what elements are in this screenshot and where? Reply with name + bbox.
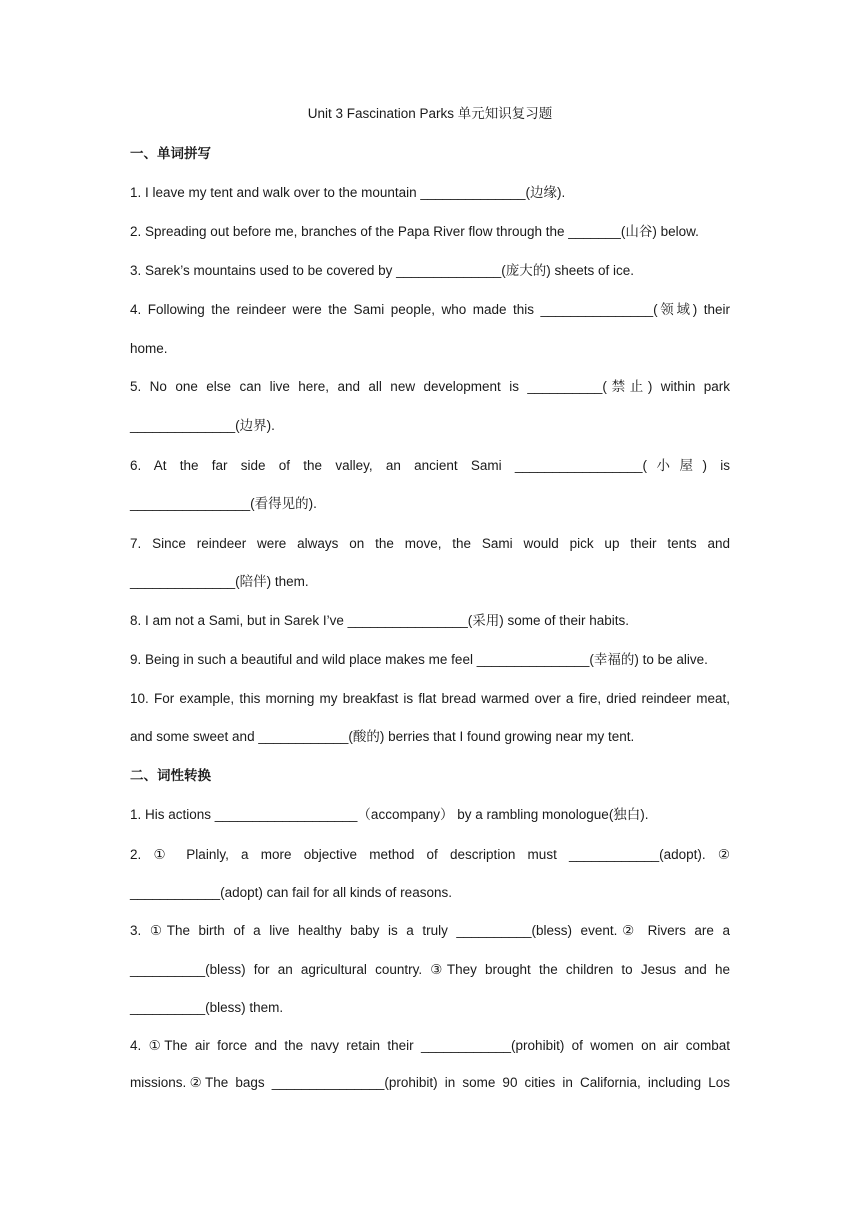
question-line: 6. At the far side of the valley, an ancient Sami _________________(小屋) is xyxy=(130,458,730,473)
question-line: 1. I leave my tent and walk over to the mountain ______________(边缘). xyxy=(130,185,566,200)
question-line: 2. ① Plainly, a more objective method of description must ____________(adopt). ② xyxy=(130,847,730,862)
question-line: ________________(看得见的). xyxy=(130,496,317,511)
question-line: 7. Since reindeer were always on the move, the Sami would pick up their tents and xyxy=(130,536,730,551)
page-title: Unit 3 Fascination Parks 单元知识复习题 xyxy=(307,106,553,121)
question-line: 5. No one else can live here, and all new development is __________(禁止) within park xyxy=(130,379,730,394)
question-line: 9. Being in such a beautiful and wild place makes me feel _______________(幸福的) to be alive. xyxy=(130,652,708,667)
question-line: 1. His actions ___________________（accompany） by a rambling monologue(独白). xyxy=(130,807,649,822)
question-line: 2. Spreading out before me, branches of the Papa River flow through the _______(山谷) below. xyxy=(130,224,699,239)
question-line: __________(bless) them. xyxy=(130,1000,284,1015)
question-line: and some sweet and ____________(酸的) berries that I found growing near my tent. xyxy=(130,729,635,744)
question-line: 8. I am not a Sami, but in Sarek I’ve ________________(采用) some of their habits. xyxy=(130,613,630,628)
question-line: home. xyxy=(130,341,168,356)
question-line: ______________(边界). xyxy=(130,418,275,433)
question-line: 3. ①The birth of a live healthy baby is a truly __________(bless) event.② Rivers are a xyxy=(130,923,730,938)
section-heading-spelling: 一、单词拼写 xyxy=(130,146,211,161)
question-line: 4. ①The air force and the navy retain their ____________(prohibit) of women on air combat xyxy=(130,1038,730,1053)
question-line: ______________(陪伴) them. xyxy=(130,574,309,589)
question-line: 3. Sarek’s mountains used to be covered by ______________(庞大的) sheets of ice. xyxy=(130,263,635,278)
question-line: ____________(adopt) can fail for all kinds of reasons. xyxy=(130,885,452,900)
question-line: __________(bless) for an agricultural country. ③They brought the children to Jesus and he xyxy=(130,962,730,977)
question-line: 4. Following the reindeer were the Sami people, who made this _______________(领域) their xyxy=(130,302,730,317)
question-line: 10. For example, this morning my breakfast is flat bread warmed over a fire, dried reindeer meat, xyxy=(130,691,730,706)
section-heading-word-forms: 二、词性转换 xyxy=(130,768,211,783)
question-line: missions.②The bags _______________(prohibit) in some 90 cities in California, including Los xyxy=(130,1075,730,1090)
